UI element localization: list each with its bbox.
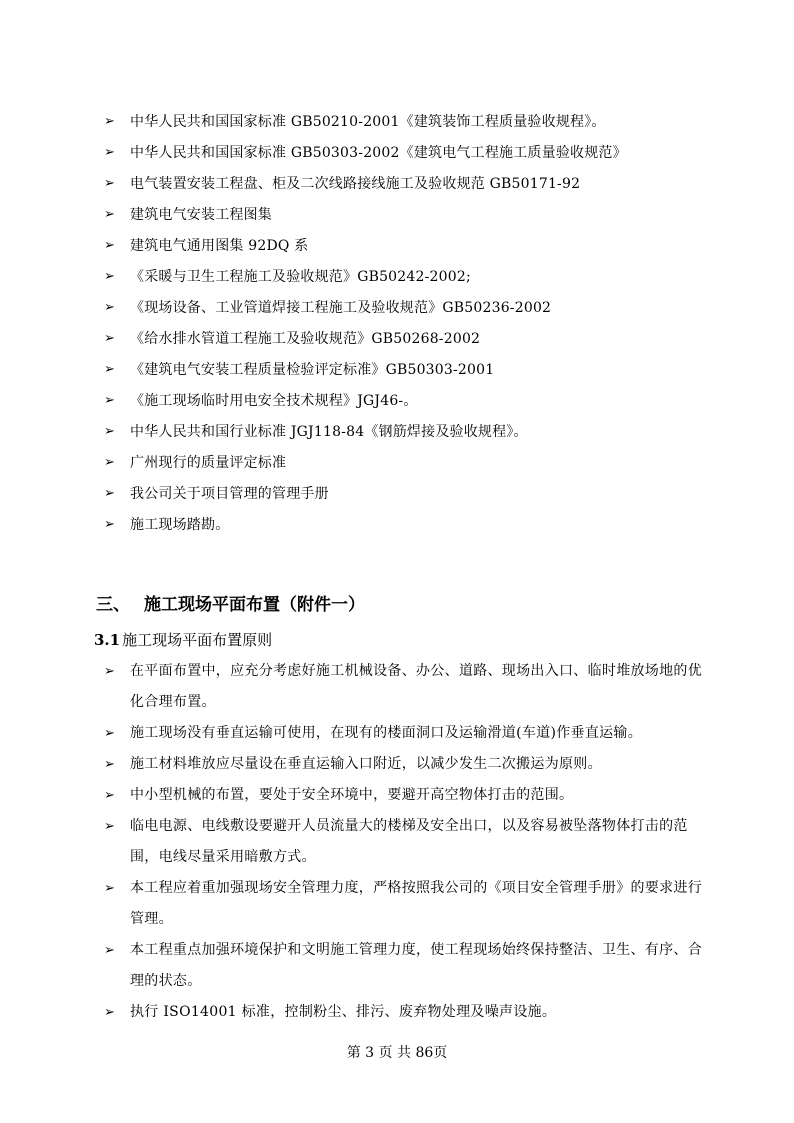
arrow-bullet-icon: ➢: [104, 819, 115, 834]
principle-text: 临电电源、电线敷设要避开人员流量大的楼梯及安全出口，以及容易被坠落物体打击的范围，电线尽量采用暗敷方式。: [130, 818, 688, 865]
reference-text: 施工现场踏勘。: [130, 517, 230, 533]
list-item: [104, 749, 714, 780]
principle-text: 在平面布置中，应充分考虑好施工机械设备、办公、道路、现场出入口、临时堆放场地的优化合理布置。: [130, 663, 702, 710]
list-item: [104, 718, 714, 749]
list-item: [104, 232, 704, 263]
list-item: [104, 170, 704, 201]
arrow-bullet-icon: ➢: [104, 788, 115, 803]
list-item: [104, 356, 704, 387]
list-item: [104, 294, 704, 325]
reference-text: 建筑电气安装工程图集: [130, 207, 272, 223]
reference-text: 《给水排水管道工程施工及验收规范》GB50268-2002: [130, 331, 481, 347]
arrow-bullet-icon: ➢: [104, 331, 115, 346]
section-heading: [96, 592, 365, 618]
reference-text: 《建筑电气安装工程质量检验评定标准》GB50303-2001: [130, 362, 495, 378]
arrow-bullet-icon: ➢: [104, 176, 115, 191]
reference-standards-list: [104, 108, 704, 542]
arrow-bullet-icon: ➢: [104, 486, 115, 501]
arrow-bullet-icon: ➢: [104, 1005, 115, 1020]
list-item: [104, 325, 704, 356]
principle-text: 本工程重点加强环境保护和文明施工管理力度，使工程现场始终保持整洁、卫生、有序、合理的状态。: [130, 942, 702, 989]
principle-text: 施工材料堆放应尽量设在垂直运输入口附近，以减少发生二次搬运为原则。: [130, 756, 602, 772]
arrow-bullet-icon: ➢: [104, 300, 115, 315]
reference-text: 《采暖与卫生工程施工及验收规范》GB50242-2002;: [130, 269, 471, 285]
arrow-bullet-icon: ➢: [104, 393, 115, 408]
arrow-bullet-icon: ➢: [104, 207, 115, 222]
arrow-bullet-icon: ➢: [104, 455, 115, 470]
list-item: [104, 511, 704, 542]
arrow-bullet-icon: ➢: [104, 881, 115, 896]
arrow-bullet-icon: ➢: [104, 726, 115, 741]
reference-text: 电气装置安装工程盘、柜及二次线路接线施工及验收规范 GB50171-92: [130, 176, 581, 192]
list-item: [104, 201, 704, 232]
subsection-heading: [94, 628, 272, 652]
reference-text: 我公司关于项目管理的管理手册: [130, 486, 329, 502]
reference-text: 广州现行的质量评定标准: [130, 455, 287, 471]
arrow-bullet-icon: ➢: [104, 145, 115, 160]
list-item: [104, 811, 714, 873]
arrow-bullet-icon: ➢: [104, 757, 115, 772]
list-item: [104, 108, 704, 139]
principle-text: 执行 ISO14001 标准，控制粉尘、排污、废弃物处理及噪声设施。: [130, 1004, 557, 1020]
list-item: [104, 780, 714, 811]
list-item: [104, 263, 704, 294]
principle-text: 本工程应着重加强现场安全管理力度，严格按照我公司的《项目安全管理手册》的要求进行管理。: [130, 880, 702, 927]
page-footer: 第 3 页 共 86页: [346, 1045, 448, 1061]
reference-text: 建筑电气通用图集 92DQ 系: [130, 238, 309, 254]
list-item: [104, 449, 704, 480]
list-item: [104, 873, 714, 935]
list-item: [104, 935, 714, 997]
list-item: [104, 480, 704, 511]
arrow-bullet-icon: ➢: [104, 114, 115, 129]
arrow-bullet-icon: ➢: [104, 517, 115, 532]
reference-text: 中华人民共和国行业标准 JGJ118-84《钢筋焊接及验收规程》。: [130, 424, 528, 440]
arrow-bullet-icon: ➢: [104, 943, 115, 958]
principle-text: 施工现场没有垂直运输可使用，在现有的楼面洞口及运输滑道(车道)作垂直运输。: [130, 725, 643, 741]
subsection-title: 施工现场平面布置原则: [122, 631, 273, 649]
section-title: 施工现场平面布置（附件一）: [144, 595, 365, 615]
list-item: [104, 656, 714, 718]
section-number: 三、: [96, 595, 130, 615]
list-item: [104, 418, 704, 449]
layout-principles-list: [104, 656, 714, 1028]
reference-text: 《施工现场临时用电安全技术规程》JGJ46-。: [130, 393, 418, 409]
list-item: [104, 997, 714, 1028]
arrow-bullet-icon: ➢: [104, 238, 115, 253]
list-item: [104, 139, 704, 170]
reference-text: 中华人民共和国国家标准 GB50303-2002《建筑电气工程施工质量验收规范》: [130, 145, 627, 161]
arrow-bullet-icon: ➢: [104, 269, 115, 284]
arrow-bullet-icon: ➢: [104, 362, 115, 377]
arrow-bullet-icon: ➢: [104, 424, 115, 439]
list-item: [104, 387, 704, 418]
principle-text: 中小型机械的布置，要处于安全环境中，要避开高空物体打击的范围。: [130, 787, 574, 803]
reference-text: 《现场设备、工业管道焊接工程施工及验收规范》GB50236-2002: [130, 300, 552, 316]
reference-text: 中华人民共和国国家标准 GB50210-2001《建筑装饰工程质量验收规程》。: [130, 114, 606, 130]
arrow-bullet-icon: ➢: [104, 664, 115, 679]
subsection-number: 3.1: [94, 631, 121, 649]
